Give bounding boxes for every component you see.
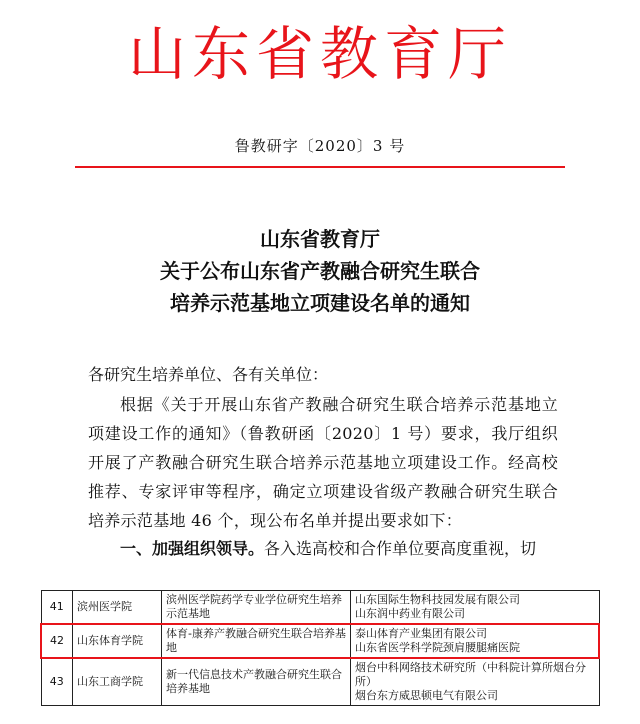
partner-cell (351, 658, 600, 706)
partner-name: 山东省医学科学院颈肩腰腿痛医院 (355, 641, 520, 654)
table-row-highlighted (41, 624, 599, 658)
section-item-1 (120, 534, 536, 563)
document-number: 鲁教研字〔2020〕3 号 (234, 137, 406, 155)
table-row (41, 658, 599, 706)
row-number: 43 (41, 658, 73, 706)
school-name: 山东工商学院 (73, 658, 162, 706)
partner-name: 泰山体育产业集团有限公司 (355, 627, 487, 640)
row-number: 42 (41, 624, 73, 658)
body-paragraph: 根据《关于开展山东省产教融合研究生联合培养示范基地立项建设工作的通知》（鲁教研函〔2020〕1 号）要求，我厅组织开展了产教融合研究生联合培养示范基地立项建设工作。经高校推荐、专家评审等程序，确定立项建设省级产教融合研究生联合培养示范基地 46 个，现公布名单并提出要求如下： (88, 395, 558, 530)
base-list-table (40, 590, 600, 706)
base-name: 新一代信息技术产教融合研究生联合培养基地 (162, 658, 351, 706)
item-1-heading: 一、加强组织领导。 (120, 539, 265, 558)
table-row (41, 591, 599, 625)
school-name: 滨州医学院 (73, 591, 162, 625)
partner-name: 烟台中科网络技术研究所（中科院计算所烟台分所） (355, 661, 586, 688)
red-divider (75, 166, 565, 168)
partner-name: 山东国际生物科技园发展有限公司 (355, 593, 520, 606)
base-name: 滨州医学院药学专业学位研究生培养示范基地 (162, 591, 351, 625)
title-line-1: 山东省教育厅 (260, 227, 380, 251)
base-name: 体育-康养产教融合研究生联合培养基地 (162, 624, 351, 658)
school-name: 山东体育学院 (73, 624, 162, 658)
partner-name: 烟台东方威思顿电气有限公司 (355, 689, 498, 702)
partner-cell (351, 591, 600, 625)
item-1-text: 各入选高校和合作单位要高度重视，切 (264, 539, 537, 558)
partner-name: 山东润中药业有限公司 (355, 607, 465, 620)
row-number: 41 (41, 591, 73, 625)
partner-cell (351, 624, 600, 658)
title-line-2: 关于公布山东省产教融合研究生联合 (160, 259, 480, 283)
salutation: 各研究生培养单位、各有关单位： (88, 365, 329, 384)
title-line-3: 培养示范基地立项建设名单的通知 (170, 291, 470, 315)
masthead: 山东省教育厅 (127, 20, 512, 88)
